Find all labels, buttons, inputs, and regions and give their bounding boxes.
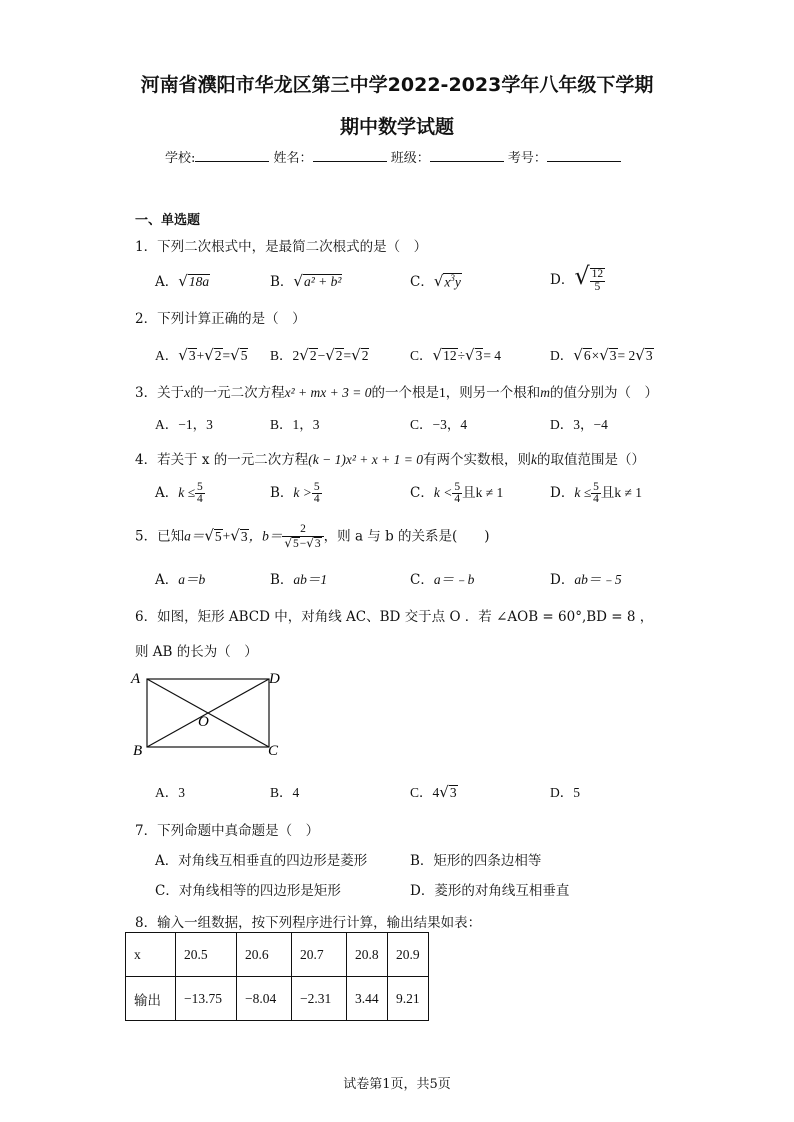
q7-option-b: B．矩形的四条边相等 xyxy=(410,853,542,869)
q1-option-c: C．$√x^3y$ xyxy=(410,272,461,290)
page-footer: 试卷第1页，共5页 xyxy=(343,1077,451,1092)
q6-option-c: C．4√3 xyxy=(410,783,457,801)
q4-option-c: C．k < $\frac{5}{4}$ 且k ≠ 1 xyxy=(410,480,504,505)
q5-option-b: B．ab＝1 xyxy=(270,572,328,588)
q2-option-c: C．√12÷√3= 4 xyxy=(410,346,502,364)
q3-option-a: A．−1，3 xyxy=(155,417,213,432)
q1-option-b: B．√a² + b² xyxy=(270,272,342,290)
q6-option-b: B．4 xyxy=(270,785,300,800)
table-cell: −2.31 xyxy=(292,977,347,1021)
table-row xyxy=(126,933,429,977)
section-heading: 一、单选题 xyxy=(135,213,201,228)
q4-option-d: D．k ≤ $\frac{5}{4}$ 且k ≠ 1 xyxy=(550,480,643,505)
name-blank[interactable] xyxy=(313,149,387,162)
vertex-label-c: C xyxy=(268,743,279,759)
table-cell: −8.04 xyxy=(237,977,292,1021)
q5-option-a: A．a＝b xyxy=(155,572,206,588)
school-blank[interactable] xyxy=(195,149,269,162)
q7-option-d: D．菱形的对角线互相垂直 xyxy=(410,883,570,899)
q5-option-c: C．a＝﹣b xyxy=(410,572,475,588)
table-cell: 20.9 xyxy=(388,933,429,977)
table-cell: −13.75 xyxy=(176,977,237,1021)
table-cell: 20.7 xyxy=(292,933,347,977)
class-blank[interactable] xyxy=(430,149,504,162)
q4-option-b: B．k > $\frac{5}{4}$ xyxy=(270,480,320,505)
q2-option-b: B．2√2−√2=√2 xyxy=(270,346,369,364)
table-row xyxy=(126,977,429,1021)
table-cell: 20.5 xyxy=(176,933,237,977)
q5-option-d: D．ab＝﹣5 xyxy=(550,572,622,588)
rectangle-figure xyxy=(128,668,288,763)
q6-stem-line1: 6．如图，矩形 ABCD 中，对角线 AC、BD 交于点 O ．若 ∠AOB = 60°,BD = 8 ， xyxy=(135,609,654,625)
q3-option-b: B．1，3 xyxy=(270,417,320,432)
q8-table xyxy=(125,932,429,1021)
q2-option-a: A．√3+√2=√5 xyxy=(155,346,248,364)
q1-option-d: D．√ $\frac{12}{5}$ xyxy=(550,262,604,293)
table-cell: 20.8 xyxy=(347,933,388,977)
q7-option-c: C．对角线相等的四边形是矩形 xyxy=(155,883,341,899)
table-cell: 20.6 xyxy=(237,933,292,977)
q4-stem: 4．若关于 x 的一元二次方程(k − 1)x² + x + 1 = 0有两个实数根，则k的取值范围是（） xyxy=(135,452,646,468)
q7-option-a: A．对角线互相垂直的四边形是菱形 xyxy=(155,853,368,869)
q3-option-d: D．3，−4 xyxy=(550,417,608,432)
name-label: 姓名： xyxy=(273,151,313,166)
q2-stem: 2．下列计算正确的是（ ） xyxy=(135,311,306,327)
q5-stem: 5．已知a＝√5+√3，b＝ $\frac{2}{√5-√3}$ ，则 a 与 b 的关系是( ) xyxy=(135,523,490,550)
q7-stem: 7．下列命题中真命题是（ ） xyxy=(135,823,320,839)
q4-option-a: A．k ≤ $\frac{5}{4}$ xyxy=(155,480,203,505)
page-title-line2: 期中数学试题 xyxy=(339,116,454,138)
exam-number-blank[interactable] xyxy=(547,149,621,162)
school-label: 学校: xyxy=(165,151,196,166)
table-cell: 输出 xyxy=(126,977,176,1021)
vertex-label-a: A xyxy=(131,671,141,687)
center-label-o: O xyxy=(198,714,209,730)
q2-option-d: D．√6×√3= 2√3 xyxy=(550,346,653,364)
vertex-label-d: D xyxy=(269,671,280,687)
student-info-fields xyxy=(165,147,621,166)
vertex-label-b: B xyxy=(133,743,143,759)
q6-option-a: A．3 xyxy=(155,785,185,800)
table-cell: 3.44 xyxy=(347,977,388,1021)
q3-stem: 3．关于x的一元二次方程x² + mx + 3 = 0的一个根是1，则另一个根和m的值分别为（ ） xyxy=(135,385,658,401)
q6-option-d: D．5 xyxy=(550,785,580,800)
q1-option-a: A．√18a xyxy=(155,272,210,290)
q1-stem: 1．下列二次根式中，是最简二次根式的是（ ） xyxy=(135,239,428,255)
class-label: 班级： xyxy=(390,151,430,166)
exam-number-label: 考号： xyxy=(507,151,547,166)
page-title-line1: 河南省濮阳市华龙区第三中学2022-2023学年八年级下学期 xyxy=(140,74,654,96)
q8-stem: 8．输入一组数据，按下列程序进行计算，输出结果如表： xyxy=(135,915,482,931)
q3-option-c: C．−3，4 xyxy=(410,417,468,432)
table-cell: 9.21 xyxy=(388,977,429,1021)
table-cell: x xyxy=(126,933,176,977)
q6-stem-line2: 则 AB 的长为（ ） xyxy=(135,644,258,660)
